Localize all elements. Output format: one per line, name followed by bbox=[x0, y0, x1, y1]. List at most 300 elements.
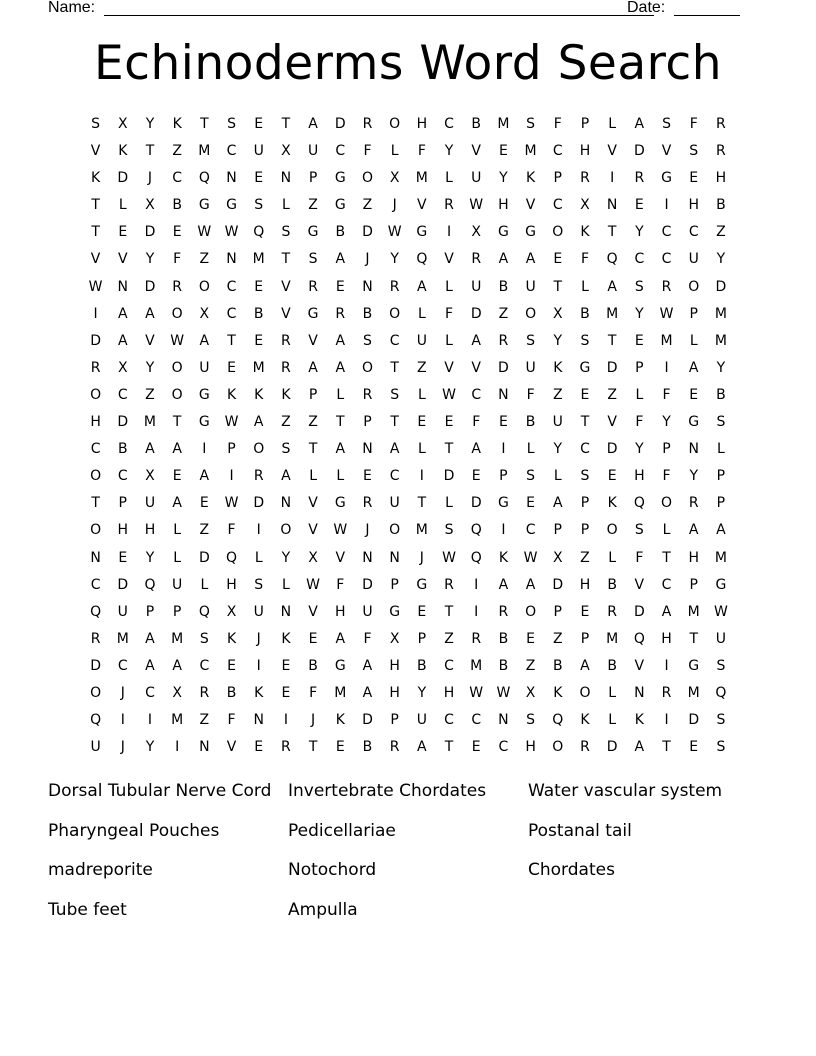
grid-letter: E bbox=[308, 630, 318, 647]
grid-letter: P bbox=[689, 576, 698, 593]
grid-letter: A bbox=[199, 468, 210, 485]
grid-letter: R bbox=[471, 251, 482, 268]
grid-letter: P bbox=[308, 170, 318, 187]
grid-letter: D bbox=[362, 712, 373, 729]
grid-letter: L bbox=[309, 468, 317, 485]
grid-letter: E bbox=[118, 224, 128, 241]
grid-letter: H bbox=[144, 522, 156, 539]
grid-letter: U bbox=[416, 332, 427, 349]
grid-letter: C bbox=[688, 224, 699, 241]
grid-letter: C bbox=[117, 468, 128, 485]
grid-letter: Z bbox=[199, 522, 210, 539]
grid-letter: W bbox=[224, 495, 239, 512]
grid-letter: N bbox=[280, 603, 292, 620]
grid-letter: E bbox=[227, 359, 236, 376]
grid-letter: V bbox=[145, 332, 155, 349]
grid-letter: O bbox=[361, 359, 373, 376]
name-field-line bbox=[104, 15, 654, 16]
grid-letter: S bbox=[716, 712, 726, 729]
grid-letter: A bbox=[145, 441, 155, 458]
grid-letter: D bbox=[334, 116, 346, 132]
grid-letter: P bbox=[689, 305, 698, 322]
grid-letter: V bbox=[117, 251, 128, 268]
grid-letter: M bbox=[415, 522, 428, 539]
grid-letter: I bbox=[229, 468, 234, 485]
grid-letter: A bbox=[552, 495, 563, 512]
grid-letter: X bbox=[199, 305, 210, 322]
grid-letter: L bbox=[662, 522, 671, 539]
grid-letter: C bbox=[117, 386, 128, 403]
grid-letter: C bbox=[661, 251, 672, 268]
grid-letter: V bbox=[444, 251, 454, 268]
grid-letter: W bbox=[306, 576, 321, 593]
grid-letter: E bbox=[363, 468, 372, 485]
grid-letter: S bbox=[662, 116, 671, 132]
grid-letter: X bbox=[117, 116, 128, 132]
grid-letter: V bbox=[661, 143, 672, 160]
grid-letter: T bbox=[227, 332, 236, 349]
grid-letter: T bbox=[172, 414, 182, 431]
grid-letter: B bbox=[417, 657, 427, 674]
grid-letter: D bbox=[362, 576, 373, 593]
grid-letter: X bbox=[172, 684, 182, 701]
grid-letter: B bbox=[525, 414, 536, 431]
grid-letter: U bbox=[552, 414, 563, 431]
grid-letter: B bbox=[716, 197, 726, 214]
grid-letter: B bbox=[362, 305, 373, 322]
grid-letter: H bbox=[579, 576, 591, 593]
grid-letter: R bbox=[362, 386, 373, 403]
grid-letter: M bbox=[497, 116, 510, 132]
grid-letter: I bbox=[175, 739, 180, 756]
grid-letter: S bbox=[444, 522, 454, 539]
grid-letter: R bbox=[90, 630, 101, 647]
grid-letter: H bbox=[525, 739, 536, 756]
grid-letter: N bbox=[606, 197, 618, 214]
grid-letter: F bbox=[227, 522, 236, 539]
grid-letter: O bbox=[688, 278, 700, 295]
grid-letter: B bbox=[607, 657, 617, 674]
grid-letter: Z bbox=[444, 630, 454, 647]
grid-letter: B bbox=[253, 305, 264, 322]
grid-letter: V bbox=[471, 143, 481, 160]
grid-letter: C bbox=[444, 116, 454, 132]
grid-letter: A bbox=[117, 332, 128, 349]
grid-letter: S bbox=[281, 224, 291, 241]
grid-letter: Z bbox=[308, 197, 318, 214]
grid-letter: N bbox=[90, 549, 101, 566]
grid-letter: Z bbox=[716, 224, 726, 241]
grid-letter: G bbox=[715, 576, 727, 593]
grid-letter: W bbox=[197, 224, 212, 241]
grid-letter: Q bbox=[470, 549, 482, 566]
grid-letter: C bbox=[634, 251, 645, 268]
grid-letter: I bbox=[501, 522, 506, 539]
grid-letter: N bbox=[389, 549, 400, 566]
grid-letter: R bbox=[199, 684, 210, 701]
grid-letter: M bbox=[252, 359, 265, 376]
grid-letter: S bbox=[526, 712, 536, 729]
grid-letter: G bbox=[579, 359, 591, 376]
grid-letter: N bbox=[634, 684, 645, 701]
grid-letter: R bbox=[281, 739, 291, 756]
grid-letter: M bbox=[252, 251, 265, 268]
grid-letter: L bbox=[390, 143, 399, 160]
grid-letter: L bbox=[417, 305, 426, 322]
grid-letter: E bbox=[417, 414, 427, 431]
grid-letter: T bbox=[281, 116, 291, 132]
grid-letter: B bbox=[172, 197, 182, 214]
grid-letter: K bbox=[553, 684, 563, 701]
grid-letter: A bbox=[471, 441, 481, 458]
grid-letter: X bbox=[117, 359, 128, 376]
grid-letter: P bbox=[172, 603, 182, 620]
grid-letter: D bbox=[117, 170, 129, 187]
grid-letter: L bbox=[635, 386, 644, 403]
grid-letter: F bbox=[363, 143, 372, 160]
grid-letter: E bbox=[335, 739, 345, 756]
grid-letter: T bbox=[580, 414, 590, 431]
grid-letter: G bbox=[497, 495, 509, 512]
word-list-item: Water vascular system bbox=[528, 781, 723, 801]
grid-letter: Y bbox=[417, 684, 427, 701]
grid-letter: C bbox=[471, 386, 482, 403]
grid-letter: Y bbox=[145, 739, 155, 756]
grid-letter: H bbox=[579, 143, 591, 160]
page-title: Echinoderms Word Search bbox=[93, 36, 723, 91]
grid-letter: E bbox=[254, 332, 264, 349]
grid-letter: D bbox=[552, 576, 564, 593]
grid-letter: I bbox=[202, 441, 207, 458]
grid-letter: Q bbox=[552, 712, 564, 729]
grid-letter: U bbox=[117, 603, 128, 620]
header bbox=[48, 0, 742, 20]
grid-letter: A bbox=[172, 441, 182, 458]
grid-letter: A bbox=[308, 359, 318, 376]
grid-letter: I bbox=[664, 712, 669, 729]
grid-letter: T bbox=[200, 116, 209, 132]
grid-letter: G bbox=[416, 576, 428, 593]
grid-letter: Q bbox=[198, 170, 210, 187]
grid-letter: J bbox=[365, 522, 370, 539]
grid-letter: W bbox=[170, 332, 185, 349]
grid-letter: S bbox=[363, 332, 372, 349]
grid-letter: C bbox=[90, 576, 101, 593]
grid-letter: V bbox=[281, 305, 291, 322]
grid-letter: Q bbox=[470, 522, 482, 539]
grid-letter: V bbox=[281, 278, 291, 295]
grid-letter: C bbox=[661, 224, 672, 241]
grid-letter: M bbox=[714, 332, 727, 349]
grid-letter: K bbox=[118, 143, 128, 160]
grid-letter: R bbox=[688, 495, 699, 512]
grid-letter: D bbox=[715, 278, 727, 295]
grid-letter: T bbox=[444, 603, 454, 620]
grid-letter: W bbox=[469, 197, 484, 214]
grid-letter: Z bbox=[525, 657, 536, 674]
grid-letter: T bbox=[444, 441, 454, 458]
grid-letter: Z bbox=[417, 359, 427, 376]
grid-letter: R bbox=[661, 684, 672, 701]
grid-letter: O bbox=[361, 170, 373, 187]
grid-letter: R bbox=[362, 495, 373, 512]
grid-letter: B bbox=[117, 441, 128, 458]
grid-letter: O bbox=[389, 305, 401, 322]
grid-letter: L bbox=[445, 170, 453, 187]
grid-letter: A bbox=[688, 359, 699, 376]
grid-letter: S bbox=[526, 116, 536, 132]
grid-letter: C bbox=[199, 657, 210, 674]
grid-letter: X bbox=[525, 684, 536, 701]
grid-letter: X bbox=[281, 143, 291, 160]
grid-letter: C bbox=[172, 170, 183, 187]
grid-letter: U bbox=[307, 143, 319, 160]
grid-letter: Y bbox=[689, 468, 698, 485]
grid-letter: V bbox=[90, 251, 101, 268]
grid-letter: S bbox=[634, 522, 644, 539]
grid-letter: X bbox=[552, 549, 563, 566]
grid-letter: K bbox=[281, 386, 291, 403]
grid-letter: W bbox=[523, 549, 538, 566]
grid-letter: B bbox=[498, 657, 509, 674]
grid-letter: Z bbox=[607, 386, 617, 403]
grid-letter: G bbox=[661, 170, 672, 187]
grid-letter: D bbox=[443, 468, 455, 485]
grid-letter: F bbox=[227, 712, 236, 729]
grid-letter: G bbox=[389, 603, 401, 620]
grid-letter: P bbox=[580, 522, 590, 539]
grid-letter: K bbox=[254, 684, 264, 701]
grid-letter: A bbox=[172, 495, 182, 512]
grid-letter: M bbox=[687, 684, 700, 701]
grid-letter: L bbox=[445, 278, 453, 295]
grid-letter: X bbox=[226, 603, 237, 620]
grid-letter: L bbox=[689, 332, 698, 349]
grid-letter: E bbox=[634, 197, 644, 214]
name-label: Name: bbox=[48, 0, 96, 16]
grid-letter: A bbox=[117, 305, 128, 322]
grid-letter: S bbox=[526, 468, 536, 485]
grid-letter: A bbox=[417, 739, 427, 756]
grid-letter: Y bbox=[145, 251, 155, 268]
grid-letter: C bbox=[552, 143, 563, 160]
grid-letter: N bbox=[280, 495, 292, 512]
grid-letter: E bbox=[689, 386, 699, 403]
grid-letter: K bbox=[281, 630, 291, 647]
grid-letter: R bbox=[308, 278, 318, 295]
grid-letter: R bbox=[498, 603, 509, 620]
grid-letter: H bbox=[416, 116, 428, 132]
grid-letter: Z bbox=[199, 251, 210, 268]
grid-letter: O bbox=[552, 224, 564, 241]
grid-letter: L bbox=[417, 441, 426, 458]
grid-letter: P bbox=[580, 630, 590, 647]
grid-letter: G bbox=[688, 414, 700, 431]
grid-letter: Y bbox=[716, 251, 726, 268]
grid-letter: U bbox=[253, 603, 264, 620]
grid-letter: A bbox=[335, 441, 346, 458]
grid-letter: G bbox=[688, 657, 700, 674]
grid-letter: S bbox=[390, 386, 400, 403]
grid-letter: S bbox=[199, 630, 209, 647]
grid-letter: H bbox=[715, 170, 727, 187]
grid-letter: S bbox=[281, 441, 291, 458]
grid-letter: D bbox=[117, 576, 129, 593]
grid-letter: F bbox=[309, 684, 318, 701]
grid-letter: Q bbox=[416, 251, 428, 268]
grid-letter: A bbox=[688, 522, 699, 539]
grid-letter: J bbox=[419, 549, 424, 566]
grid-letter: V bbox=[607, 414, 617, 431]
grid-letter: K bbox=[580, 224, 590, 241]
word-list-item: Postanal tail bbox=[528, 820, 632, 841]
grid-letter: D bbox=[470, 495, 482, 512]
grid-letter: D bbox=[253, 495, 265, 512]
grid-letter: W bbox=[387, 224, 402, 241]
grid-letter: A bbox=[253, 414, 264, 431]
grid-letter: A bbox=[145, 630, 155, 647]
grid-letter: U bbox=[471, 278, 482, 295]
grid-letter: B bbox=[716, 386, 726, 403]
grid-letter: I bbox=[501, 441, 506, 458]
grid-letter: Z bbox=[281, 414, 291, 431]
grid-letter: T bbox=[417, 495, 427, 512]
grid-letter: O bbox=[389, 522, 401, 539]
grid-letter: N bbox=[117, 278, 129, 295]
grid-letter: D bbox=[362, 224, 373, 241]
grid-letter: Y bbox=[635, 224, 644, 241]
grid-letter: R bbox=[661, 278, 672, 295]
grid-letter: P bbox=[635, 359, 644, 376]
grid-letter: A bbox=[362, 684, 373, 701]
grid-letter: J bbox=[120, 739, 125, 756]
grid-letter: E bbox=[607, 468, 617, 485]
grid-letter: V bbox=[525, 197, 536, 214]
word-list-item: Chordates bbox=[528, 860, 615, 880]
grid-letter: Z bbox=[308, 414, 318, 431]
grid-letter: L bbox=[553, 468, 562, 485]
grid-letter: A bbox=[471, 332, 481, 349]
grid-letter: P bbox=[716, 468, 726, 485]
grid-letter: D bbox=[144, 224, 156, 241]
grid-letter: R bbox=[253, 468, 264, 485]
grid-letter: E bbox=[254, 116, 264, 132]
grid-letter: Y bbox=[444, 143, 454, 160]
word-list-item: Pedicellariae bbox=[288, 820, 396, 841]
grid-letter: U bbox=[525, 278, 536, 295]
grid-letter: M bbox=[524, 143, 537, 160]
grid-letter: X bbox=[389, 630, 400, 647]
grid-letter: I bbox=[147, 712, 153, 729]
grid-letter: P bbox=[145, 603, 155, 620]
word-list bbox=[48, 780, 768, 938]
grid-letter: M bbox=[687, 603, 700, 620]
grid-letter: I bbox=[256, 522, 261, 539]
grid-letter: X bbox=[145, 468, 155, 485]
grid-letter: Q bbox=[633, 630, 645, 647]
grid-letter: E bbox=[254, 170, 264, 187]
grid-letter: L bbox=[118, 197, 127, 214]
grid-letter: V bbox=[417, 197, 427, 214]
grid-letter: C bbox=[226, 305, 237, 322]
grid-letter: S bbox=[716, 657, 726, 674]
grid-letter: U bbox=[389, 495, 400, 512]
grid-letter: B bbox=[226, 684, 237, 701]
grid-letter: C bbox=[471, 712, 482, 729]
grid-letter: T bbox=[91, 495, 100, 512]
grid-letter: P bbox=[499, 468, 508, 485]
grid-letter: J bbox=[392, 197, 397, 214]
grid-letter: K bbox=[498, 549, 508, 566]
grid-letter: T bbox=[553, 278, 563, 295]
grid-letter: M bbox=[143, 414, 157, 431]
grid-letter: G bbox=[334, 495, 346, 512]
grid-letter: E bbox=[172, 224, 182, 241]
grid-letter: D bbox=[144, 278, 156, 295]
grid-letter: U bbox=[471, 170, 482, 187]
grid-letter: E bbox=[281, 684, 291, 701]
grid-letter: V bbox=[308, 522, 318, 539]
grid-letter: R bbox=[498, 332, 509, 349]
grid-letter: F bbox=[580, 251, 589, 268]
date-field-line bbox=[674, 15, 740, 16]
grid-letter: A bbox=[199, 332, 210, 349]
grid-letter: X bbox=[552, 305, 563, 322]
grid-letter: T bbox=[390, 359, 399, 376]
grid-letter: U bbox=[90, 739, 101, 756]
grid-letter: L bbox=[717, 441, 725, 458]
grid-letter: E bbox=[580, 603, 590, 620]
grid-letter: K bbox=[226, 630, 237, 647]
grid-letter: D bbox=[606, 359, 618, 376]
grid-letter: W bbox=[442, 549, 456, 566]
grid-letter: G bbox=[334, 197, 346, 214]
grid-letter: N bbox=[688, 441, 699, 458]
grid-letter: J bbox=[311, 712, 316, 729]
grid-letter: E bbox=[580, 386, 590, 403]
grid-letter: C bbox=[90, 441, 101, 458]
grid-letter: R bbox=[389, 278, 400, 295]
grid-letter: Z bbox=[145, 386, 155, 403]
grid-letter: P bbox=[553, 603, 562, 620]
grid-letter: Z bbox=[580, 549, 590, 566]
grid-letter: T bbox=[662, 549, 671, 566]
grid-letter: W bbox=[442, 386, 456, 403]
grid-letter: M bbox=[606, 305, 619, 322]
grid-letter: Q bbox=[715, 684, 727, 701]
grid-letter: L bbox=[336, 468, 345, 485]
grid-letter: E bbox=[281, 657, 291, 674]
grid-letter: J bbox=[120, 684, 125, 701]
grid-letter: E bbox=[689, 739, 699, 756]
grid-letter: F bbox=[445, 305, 454, 322]
grid-letter: A bbox=[335, 251, 346, 268]
grid-letter: G bbox=[334, 170, 346, 187]
grid-letter: V bbox=[634, 576, 645, 593]
grid-letter: O bbox=[90, 468, 102, 485]
grid-letter: M bbox=[415, 170, 428, 187]
grid-letter: P bbox=[417, 630, 427, 647]
grid-letter: B bbox=[552, 657, 563, 674]
grid-letter: G bbox=[497, 224, 509, 241]
grid-letter: B bbox=[362, 739, 373, 756]
grid-letter: X bbox=[145, 197, 155, 214]
grid-letter: Z bbox=[552, 630, 563, 647]
grid-letter: E bbox=[471, 468, 481, 485]
grid-letter: V bbox=[308, 603, 318, 620]
grid-letter: C bbox=[117, 657, 128, 674]
grid-letter: H bbox=[634, 468, 645, 485]
